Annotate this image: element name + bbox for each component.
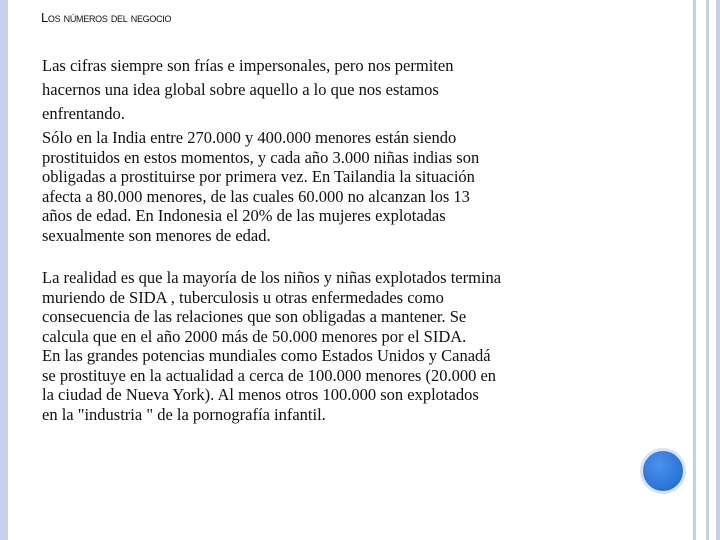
text-line: años de edad. En Indonesia el 20% de las mujeres explotadas xyxy=(42,206,446,225)
right-frame-line xyxy=(693,0,696,540)
text-line: Sólo en la India entre 270.000 y 400.000 menores están siendo xyxy=(42,128,457,147)
text-line: muriendo de SIDA , tuberculosis u otras enfermedades como xyxy=(42,287,444,307)
text-line: enfrentando. xyxy=(42,104,125,123)
text-line: sexualmente son menores de edad. xyxy=(42,225,271,245)
text-line: prostituidos en estos momentos, y cada año 3.000 niñas indias son xyxy=(42,147,480,167)
text-line: En las grandes potencias mundiales como Estados Unidos y Canadá xyxy=(42,346,491,365)
text-line: en la "industria " de la pornografía infantil. xyxy=(42,404,326,424)
text-line: obligadas a prostituirse por primera vez. En Tailandia la situación xyxy=(42,167,475,186)
slide-body xyxy=(42,54,632,424)
text-line: la ciudad de Nueva York). Al menos otros 100.000 son explotados xyxy=(42,385,479,404)
text-line: se prostituye en la actualidad a cerca de 100.000 menores (20.000 en xyxy=(42,365,497,385)
decorative-circle xyxy=(640,448,686,494)
paragraph-intro xyxy=(42,54,632,126)
paragraph-india xyxy=(42,128,632,245)
paragraph-reality xyxy=(42,268,632,424)
slide-title: Los números del negocio xyxy=(41,10,172,25)
left-frame-bar xyxy=(0,0,8,540)
text-line: La realidad es que la mayoría de los niños y niñas explotados termina xyxy=(42,268,502,287)
text-line: afecta a 80.000 menores, de las cuales 60.000 no alcanzan los 13 xyxy=(42,186,470,206)
text-line: hacernos una idea global sobre aquello a lo que nos estamos xyxy=(42,80,439,99)
text-line: consecuencia de las relaciones que son obligadas a mantener. Se xyxy=(42,307,467,326)
right-frame-line xyxy=(706,0,709,540)
text-line: Las cifras siempre son frías e impersonales, pero nos permiten xyxy=(42,56,454,75)
text-line: calcula que en el año 2000 más de 50.000 menores por el SIDA. xyxy=(42,326,467,346)
right-frame-line xyxy=(716,0,720,540)
